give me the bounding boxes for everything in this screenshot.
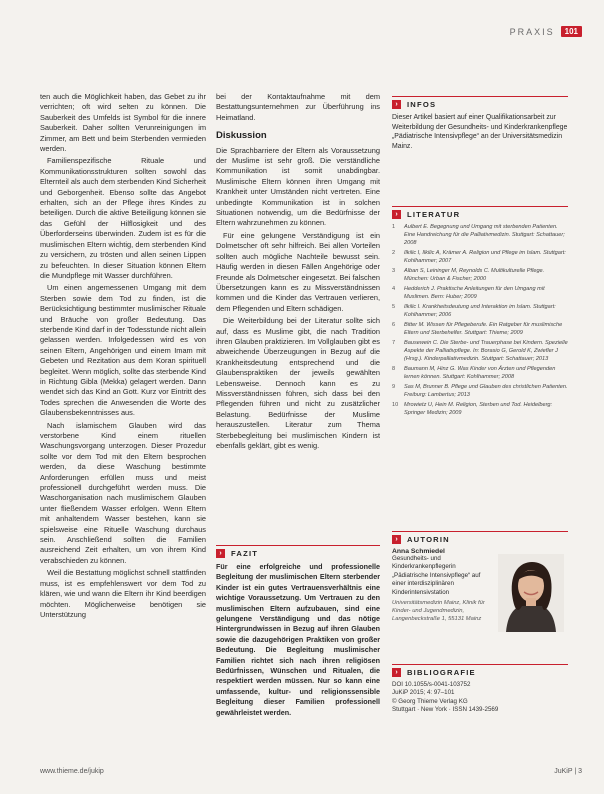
paragraph: Nach islamischem Glauben wird das verstorbene Kind einem rituellen Waschungsvorgang unterzogen. Dieser Prozedur sollte vor dem Tod mit den Eltern besprochen werden, da diese Waschung bestimmte Anforderungen erfüllen muss und meist professionell durchgeführt werden muss. Die Waschorganisation nach muslimischem Glauben unter fließendem Wasser erfolgen. Wenn Eltern mit anhaltendem Wasser bestehen, kann sie spielsweise eine Rituelle Waschung durchaus sein. Anschließend sollten die Familien ausreichend Zeit erhalten, um von ihrem Kind verabschieden zu können. [40,420,206,565]
author-name: Anna Schmiedel [392,548,445,555]
literatur-header [392,206,568,219]
author-role: Gesundheits- und Kinderkrankenpflegerin „Pädiatrische Intensivpflege“ auf einer interdisziplinären Kinderintensivstation [392,555,481,596]
literatur-box [392,206,568,419]
arrow-icon: › [392,535,401,544]
infos-box [392,96,568,151]
bibliografie-box [392,664,568,715]
author-info [392,548,568,660]
infos-title: INFOS [407,100,437,109]
arrow-icon: › [392,210,401,219]
paragraph: ten auch die Möglichkeit haben, das Gebet zu ihr verrichten; oft wird selten zu können. Die Sauberkeit des Umfelds ist Symbol für die innere Sauberkeit. Daher sollten Verunreinigungen im Zimmer, am Bett und beim Sterbenden vermieden werden. [40,92,206,154]
paragraph: Um einen angemessenen Umgang mit dem Sterben sowie dem Tod zu finden, ist die Berücksichtigung bestimmter muslimischer Rituale und Bräuche von großer Bedeutung. Das sterbende Kind darf in der Todesstunde nicht allein gelassen werden. Infolgedessen wird es von seinen Eltern, Angehörigen und einem Imam mit Gebeten und Rezitation aus dem Koran spirituell begleitet. Wenn möglich, sollte das sterbende Kind in Richtung Gibla (Mekka) gelagert werden. Dann wendet sich das Kind an Gott. Kurz vor Eintritt des Todes sprechen die Anwesenden die Worte des Glaubensbekenntnisses aus. [40,283,206,418]
arrow-icon: › [392,100,401,109]
text-column-1 [40,92,206,772]
biblio-line: DOI 10.1055/s-0041-103752 [392,681,471,688]
reference-item: 9 Sas M, Brunner B. Pflege und Glauben des christlichen Patienten. Freiburg: Lambertus; 2013 [392,384,568,398]
page-number-badge: 101 [561,26,582,37]
arrow-icon: › [392,668,401,677]
autorin-title: AUTORIN [407,535,450,544]
paragraph: Weil die Bestattung möglichst schnell stattfinden muss, ist es empfehlenswert vor dem Tod zu klären, wie und wann die Eltern ihr Kind beerdigen möchten. Möglicherweise benötigen sie Unterstützung [40,568,206,619]
section-heading-diskussion: Diskussion [216,130,267,142]
footer-url: www.thieme.de/jukip [40,768,104,775]
author-address: Universitätsmedizin Mainz, Klinik für Kinder- und Jugendmedizin, Langenbeckstraße 1, 55131 Mainz [392,600,485,623]
infos-text: Dieser Artikel basiert auf einer Qualifikationsarbeit zur Weiterbildung der Gesundheits- und Kinderkrankenpflege „Pädiatrische Intensivpflege“ an der Universitätsmedizin Mainz. [392,114,568,150]
infos-header [392,96,568,109]
reference-item: 8 Baumann M, Hinz G. Was Kinder von Ärzten und Pflegenden lernen können. Stuttgart: Kohlhammer; 2008 [392,366,556,380]
bibliografie-header [392,664,568,677]
reference-item: 10 Mrowietz U, Hein M. Religion, Sterben und Tod. Heidelberg: Springer Medizin; 2009 [392,402,553,416]
paragraph: Familienspezifische Rituale und Kommunikationsstrukturen sollten sowohl das Elternteil als auch dem sterbenden Kind Sicherheit und Geborgenheit. Ebenso sollte das Angebot erhalten, sich an der Pflege ihres Kindes zu beteiligen. Durch die aktive Beteiligung können sie das Gefühl der Hilflosigkeit und des Überforderseins überwinden. Zudem ist es für die muslimischen Eltern wichtig, dem sterbenden Kind zu versichern, zu trösten und allen seinen Lippen zu befeuchten. In dieser Situation können Eltern die Mundpflege mit Wasser durchführen. [40,156,206,280]
reference-item: 2 Ilkilic I, Ilkilic A, Krämer A. Religion und Pflege im Islam. Stuttgart: Kohlhammer; 2007 [392,250,566,264]
bibliografie-title: BIBLIOGRAFIE [407,668,476,677]
reference-item: 7 Bausewein C. Die Sterbe- und Trauerphase bei Kindern. Spezielle Aspekte der Palliativpflege. In: Borasio G, Gerold K, Zwiefler J (Hrsg.). Kinderpalliativmedizin. Stuttgart: Schattauer; 2013 [392,340,568,362]
bibliografie-text [392,681,568,715]
paragraph: Für eine gelungene Verständigung ist ein Dolmetscher oft sehr hilfreich. Bei allen Vorteilen sollten auch mögliche Nachteile bewusst sein. Häufig werden in diesen Fällen Angehörige oder Freunde als Dolmetscher eingesetzt. Bei falschen Übersetzungen kann es zu Missverständnissen kommen und die Kinder das Vertrauen verlieren, dem Pflegenden und Eltern schädigen. [216,230,380,313]
paragraph: bei der Kontaktaufnahme mit dem Bestattungsunternehmen zur Überführung ins Heimatland. [216,92,380,122]
autorin-header [392,531,568,544]
reference-item: 5 Ilkilic I. Krankheitsdeutung und Interaktion im Islam. Stuttgart: Kohlhammer; 2006 [392,304,556,318]
text-column-2 [216,92,380,512]
fazit-text: Für eine erfolgreiche und professionelle Begleitung der muslimischen Eltern sterbender Kinder ist ein gutes Vertrauensverhältnis eine wichtige Voraussetzung. Um Vertrauen zu den muslimischen Eltern aufzubauen, sind eine gelungene Verständigung und das nötige Hintergrundwissen in Bezug auf ihren Glauben sowie die dazugehörigen Praktiken von großer Bedeutung. Die Begleitung muslimischer Familien richtet sich nach ihren religiösen Bedürfnissen, Wünschen und Ritualen, die respektiert werden müssen. Nur so kann eine umfassende, kultur- und religionssensible Begleitung dieser Familien professionell gewährleistet werden. [216,562,380,717]
reference-item: 3 Alban S, Leininger M, Reynolds C. Multikulturelle Pflege. München: Urban & Fischer; 2000 [392,268,545,282]
biblio-line: JuKiP 2015; 4: 97–101 [392,689,455,697]
author-photo [498,554,564,632]
fazit-box [216,545,380,718]
section-label: PRAXIS [509,26,555,37]
footer-journal: JuKiP | 3 [554,768,582,775]
fazit-title: FAZIT [231,549,259,558]
page-header [510,26,582,37]
autorin-box [392,531,568,660]
literatur-title: LITERATUR [407,210,461,219]
arrow-icon: › [216,549,225,558]
biblio-line: Stuttgart · New York · ISSN 1439-2569 [392,706,499,714]
reference-list [392,223,568,417]
paragraph: Die Weiterbildung bei der Literatur sollte sich auf, dass es Muslime gibt, die nach Tradition ihren Glauben praktizieren. Im Vollglauben gibt es abweichende Überzeugungen in Bezug auf die Krankheitsdeutung entsprechend und die Glaubenspraktiken der jeweils gewählten Lebensweise. Dennoch kann es zu Missverständnissen führen, sich dass bei den Pflegenden führen und nicht zu zusätzlicher Belastung. Bedürfnisse der Muslime herauszustellen. Literatur zum Thema Sterbebegleitung bei muslimischen Kindern ist ebenfalls geklärt, gibt es wenig. [216,316,380,450]
reference-item: 6 Bitter M. Wissen für Pflegeberufe. Ein Ratgeber für muslimische Eltern und Sterbehelfer. Stuttgart: Thieme; 2009 [392,322,563,336]
paragraph: Die Sprachbarriere der Eltern als Voraussetzung der Muslime ist sehr groß. Die verständliche Kommunikation ist somit unabdingbar. Muslimische Eltern können ihren Umgang mit Krankheit unter Umständen nicht vertreten. Eine unbedingte Kommunikation ist in solchen Situationen notwendig, um die Bedürfnisse der Eltern wahrzunehmen zu können. [216,145,380,228]
reference-item: 4 Hedderich J. Praktische Anleitungen für den Umgang mit Muslimen. Bern: Huber; 2009 [392,286,545,300]
reference-item: 1 Aulbert E. Begegnung und Umgang mit sterbenden Patienten. Eine Handreichung für die Palliativmedizin. Stuttgart: Schattauer; 2008 [392,224,565,246]
biblio-line: © Georg Thieme Verlag KG [392,697,468,705]
fazit-header [216,545,380,558]
